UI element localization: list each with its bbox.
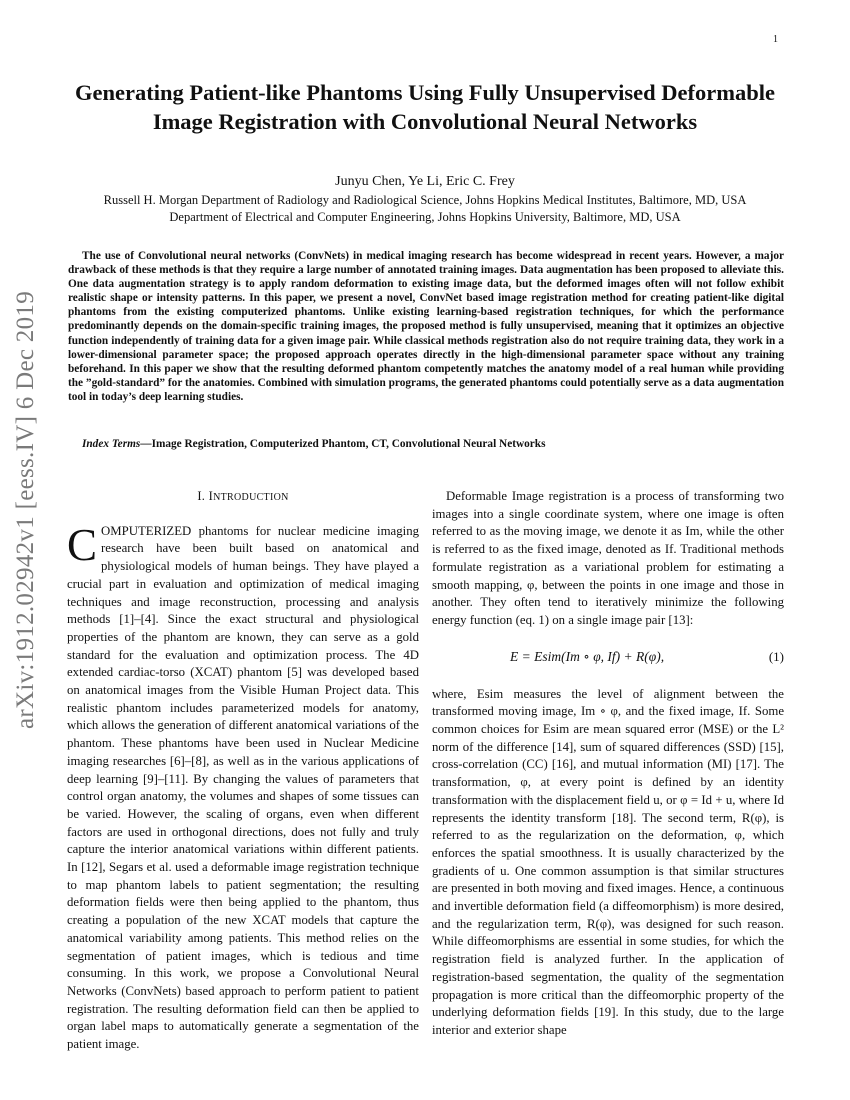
index-terms	[68, 438, 784, 450]
section-heading	[67, 488, 419, 507]
arxiv-stamp	[4, 291, 48, 729]
paper-title: Generating Patient-like Phantoms Using Fully Unsupervised Deformable Image Registration with Convolutional Neural Networks	[75, 80, 775, 134]
affiliation-2: Department of Electrical and Computer Engineering, Johns Hopkins University, Baltimore, MD, USA	[169, 210, 681, 224]
section-title-rest: NTRODUCTION	[213, 492, 289, 503]
left-column	[67, 488, 419, 1054]
abstract: The use of Convolutional neural networks (ConvNets) in medical imaging research has become widespread in recent years. However, a major drawback of these methods is that they require a large number of annotated training images. Data augmentation has been proposed to alleviate this. One data augmentation strategy is to apply random deformation to existing image data, but the deformed images often will not follow exhibit realistic shape or intensity patterns. In this paper, we present a novel, ConvNet based image registration method for creating patient-like digital phantoms from the existing computerized phantoms. Unlike existing learning-based registration techniques, for which the performance predominantly depends on the domain-specific training images, the proposed method is fully unsupervised, meaning that it optimizes an objective function independently of training data for a given image pair. While classical methods registration also do not require training data, they work in a lower-dimensional parameter space; the proposed approach operates directly in the high-dimensional parameter space without any training beforehand. In this paper we show that the resulting deformed phantom competently matches the anatomy model of a real human while providing the ”gold-standard” for the anatomies. Combined with simulation programs, the generated phantoms could potentially serve as a data augmentation tool in today’s deep learning studies.	[68, 250, 784, 403]
equation-1	[432, 640, 784, 678]
arxiv-id: arXiv:1912.02942v1 [eess.IV] 6 Dec 2019	[12, 291, 39, 729]
right-column	[432, 488, 784, 1040]
index-terms-label: Index Terms	[82, 438, 141, 450]
affiliation-1: Russell H. Morgan Department of Radiology and Radiological Science, Johns Hopkins Medical Institutes, Baltimore, MD, USA	[103, 193, 747, 207]
drop-cap: C	[67, 519, 98, 570]
author-list: Junyu Chen, Ye Li, Eric C. Frey	[335, 174, 515, 189]
page-number: 1	[773, 34, 778, 45]
section-numeral: I.	[197, 489, 209, 503]
equation-body: E = Esim(Im ∘ φ, If) + R(φ),	[510, 648, 665, 664]
index-terms-text: —Image Registration, Computerized Phantom, CT, Convolutional Neural Networks	[140, 438, 546, 450]
energy-terms-paragraph: where, Esim measures the level of alignment between the transformed moving image, Im ∘ φ, and the fixed image, If. Some common choices for Esim are mean squared error (MSE) or the L² norm of the difference [14], sum of squared differences (SSD) [15], cross-correlation (CC) [16], and mutual information (MI) [17]. The transformation, φ, at every point is defined by an identity transformation with the displacement field u, or φ = Id + u, where Id represents the identity transform [18]. The second term, R(φ), is referred to as the regularization on the deformation, φ, which enforces the spatial smoothness. It is usually characterized by the gradients of u. One common assumption is that similar structures are presented in both moving and fixed images. Hence, a continuous and invertible deformation field (a diffeomorphism) is more desired, and the regularization term, R(φ), was designed for such reason. While diffeomorphisms are essential in some studies, for which the registration field is analyzed further. In the application of registration-based segmentation, the quality of the segmentation propagation is more critical than the diffeomorphic property of the underlying deformation fields [19]. In this study, due to the large interior and exterior shape	[432, 686, 784, 1037]
equation-number: (1)	[768, 648, 784, 664]
intro-paragraph: OMPUTERIZED phantoms for nuclear medicine imaging research have been built based on anatomical and physiological models of human beings. They have played a crucial part in evaluation and optimization of medical imaging techniques and image reconstruction, processing and analysis methods [1]–[4]. Since the exact structural and physiological properties of the phantom are known, they can serve as a gold standard for the evaluation and optimization process. The 4D extended cardiac-torso (XCAT) phantom [5] was developed based on anatomical images from the Visible Human Project data. This realistic phantom includes parameterized models for anatomy, which allows the generation of different anatomical variations of the phantom. These phantoms have been used in Nuclear Medicine imaging researches [6]–[8], as well as in the various applications of deep learning [9]–[11]. By changing the values of parameters that control organ anatomy, the volumes and shapes of some tissues can be varied. However, the scaling of organs, even when different factors are used in orthogonal directions, does not fully and truly capture the interior anatomical variations within different patients. In [12], Segars et al. used a deformable image registration technique to map phantom labels to patient segmentation; the resulting deformation fields were then being applied to the phantom, thus creating a population of the new XCAT models that capture the anatomical variability among patients. This method relies on the segmentation of patient images, which is tedious and time consuming. In this work, we propose a Convolutional Neural Networks (ConvNets) based approach to perform patient to patient registration. The resulting deformation field can then be applied to organ label maps to automatically generate a segmentation of the patient image.	[67, 523, 419, 1052]
registration-paragraph: Deformable Image registration is a process of transforming two images into a single coordinate system, where one image is often referred to as the moving image, we denote it as Im, while the other is referred to as the fixed image, denoted as If. Traditional methods formulate registration as a variational problem for estimating a smooth mapping, φ, between the points in one image and those in another. They often tend to iteratively minimize the following energy function (eq. 1) on a single image pair [13]:	[432, 489, 784, 627]
section-title-initial: I	[208, 489, 214, 503]
